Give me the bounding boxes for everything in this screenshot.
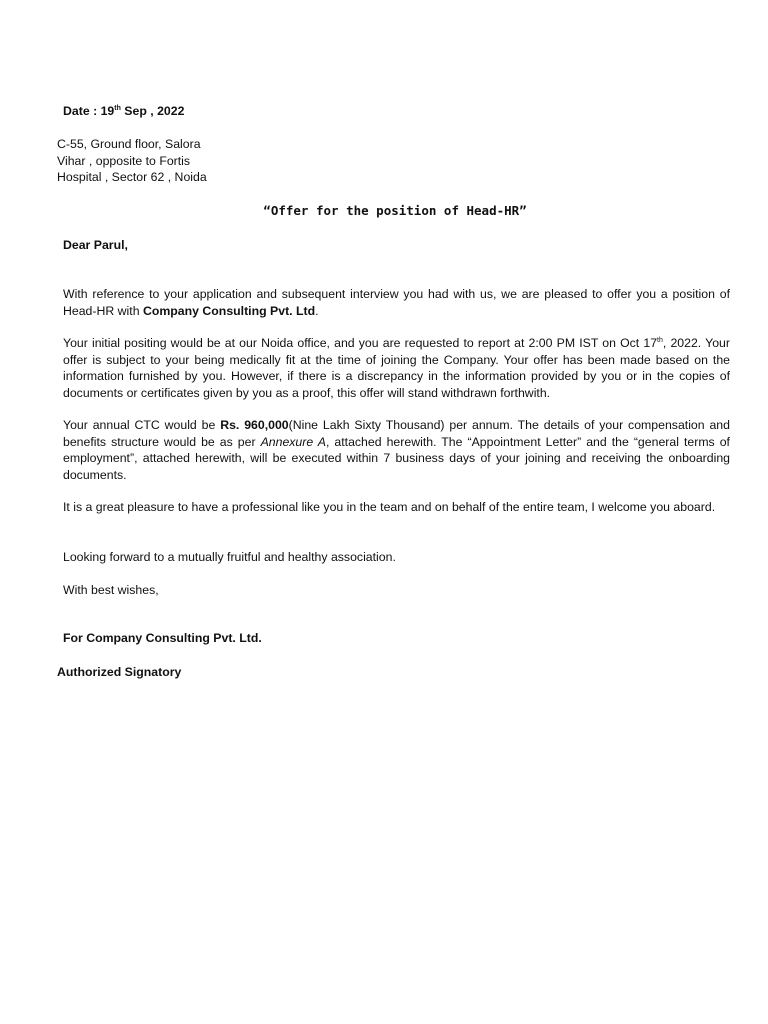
authorized-signatory: Authorized Signatory (57, 665, 182, 679)
signoff-company: For Company Consulting Pvt. Ltd. (63, 631, 262, 645)
para1-text: With reference to your application and subsequent interview you had with us, we are pleased to offer you a position of Head-HR with (63, 287, 730, 318)
para3-rest: , attached herewith. The “Appointment Letter” and the “general terms of employment”, attached herewith, will be executed within 7 business days of your joining and receiving the onboarding documents. (63, 434, 730, 482)
para2-rest: , 2022. Your offer is subject to your being medically fit at the time of joining the Company. Your offer has been made based on the information furnished by you. However, if there is a discrepancy in the information provided by you or in the copies of documents or certificates given by you as a proof, this offer will stand withdrawn forthwith. (63, 336, 730, 400)
date-ordinal: th (114, 104, 121, 112)
paragraph-posting (63, 335, 730, 401)
salutation: Dear Parul, (63, 238, 128, 252)
letter-date (63, 103, 184, 120)
date-month-year: Sep , 2022 (120, 104, 185, 118)
paragraph-association: Looking forward to a mutually fruitful and healthy association. (63, 550, 396, 564)
recipient-address (57, 136, 207, 186)
paragraph-ctc (63, 417, 730, 483)
para2-ordinal: th (657, 336, 663, 344)
address-line-3: Hospital , Sector 62 , Noida (57, 170, 207, 184)
ctc-amount: Rs. 960,000 (220, 418, 289, 432)
company-name: Company Consulting Pvt. Ltd (142, 303, 316, 318)
para3-text: Your annual CTC would be (63, 418, 221, 432)
address-line-1: C-55, Ground floor, Salora (57, 137, 201, 151)
para3-mid: (Nine Lakh Sixty Thousand) per annum. The details of your compensation and benefits structure would be as per (63, 418, 730, 449)
closing-wishes: With best wishes, (63, 583, 159, 597)
address-line-2: Vihar , opposite to Fortis (57, 153, 191, 168)
para2-text: Your initial positing would be at our Noida office, and you are requested to report at 2:00 PM IST on Oct 17 (63, 336, 658, 350)
para1-end: . (315, 303, 319, 318)
paragraph-welcome: It is a great pleasure to have a professional like you in the team and on behalf of the entire team, I welcome you aboard. (63, 500, 716, 514)
date-day: Date : 19 (63, 104, 115, 118)
annexure-reference: Annexure A (260, 434, 326, 449)
letter-title: “Offer for the position of Head-HR” (263, 203, 527, 218)
paragraph-offer (63, 286, 730, 319)
